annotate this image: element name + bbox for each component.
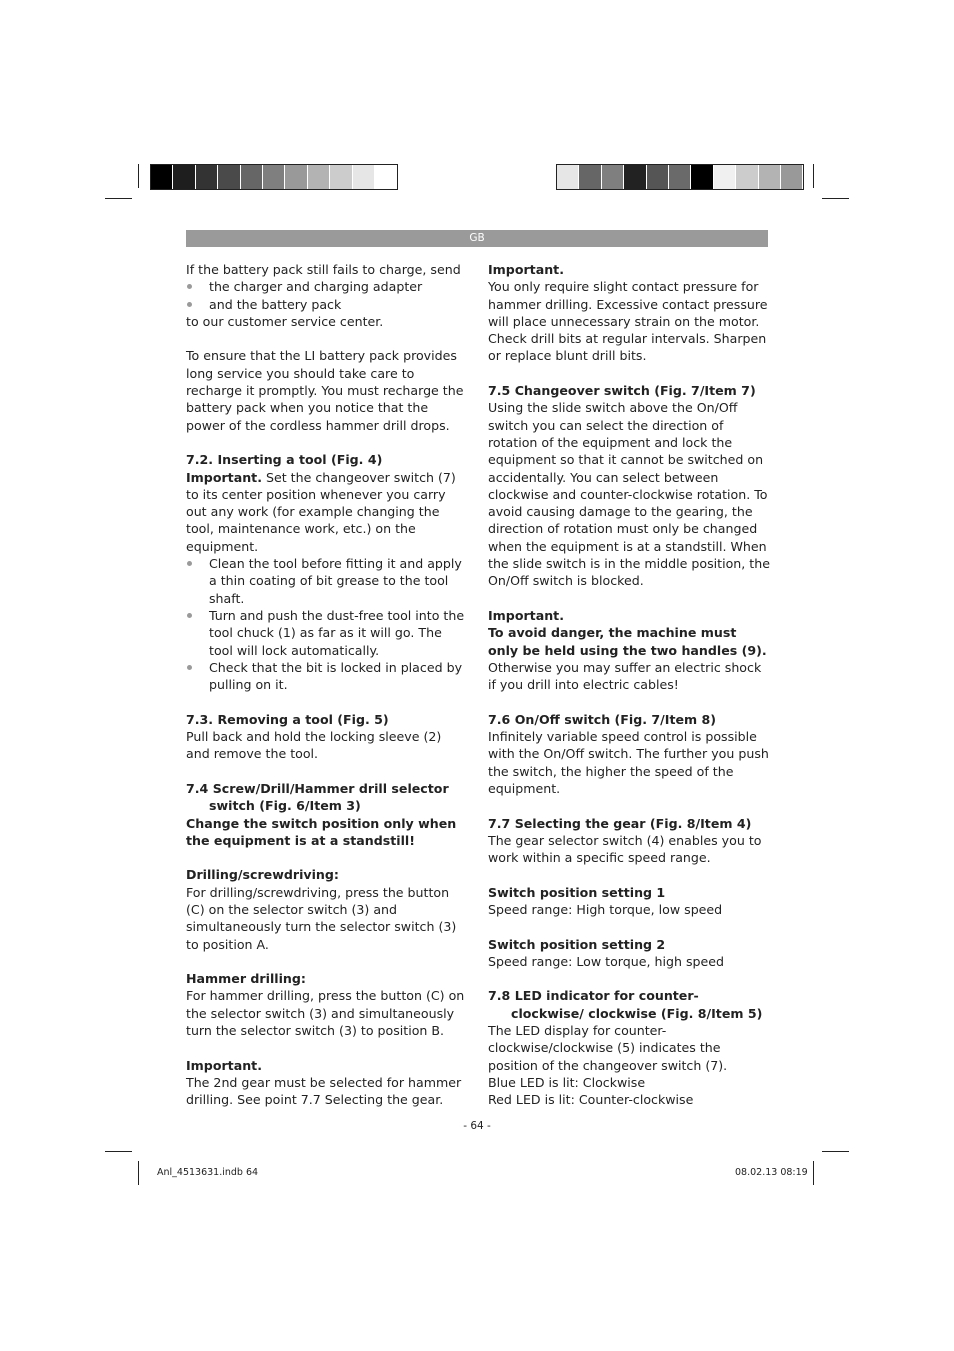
sub-heading: Important. — [186, 1057, 262, 1073]
important-text: Set the changeover switch (7) to its center position whenever you carry out any work (for example changing the tool, maintenance work, etc.) on the equipment. — [186, 469, 456, 554]
sub-heading: Important. — [488, 262, 564, 277]
section-text: Using the slide switch above the On/Off switch you can select the direction of rotation of the equipment and lock the equipment so that it cannot be switched on accidentally. You can select between clockwise and counter-clockwise rotation. To avoid causing damage to the gearing, the direction of rotation must only be changed when the equipment is at a standstill. When the slide switch is in the middle position, the On/Off switch is blocked. — [488, 400, 770, 589]
section-heading: 7.6 On/Off switch (Fig. 7/Item 8) — [488, 711, 717, 727]
color-swatch — [330, 165, 352, 189]
color-swatch — [263, 165, 285, 189]
color-swatch — [624, 165, 646, 189]
language-header: GB — [186, 230, 768, 247]
color-swatch — [173, 165, 195, 189]
section-text: Speed range: Low torque, high speed — [488, 953, 724, 969]
list-item: Check that the bit is locked in placed by pulling on it. — [186, 659, 468, 694]
section-text: You only require slight contact pressure for hammer drilling. Excessive contact pressure will place unnecessary strain on the motor. Check drill bits at regular intervals. Sharpen or replace blunt drill bits. — [488, 279, 768, 364]
section-text: For drilling/screwdriving, press the button (C) on the selector switch (3) and simultaneously turn the selector switch (3) to position A. — [186, 884, 457, 952]
page-number: - 64 - — [463, 1120, 491, 1132]
section-text: Infinitely variable speed control is possible with the On/Off switch. The further you push the switch, the higher the speed of the equipment. — [488, 729, 769, 796]
color-swatch — [714, 165, 736, 189]
footer-file: Anl_4513631.indb 64 — [157, 1167, 259, 1178]
crop-mark — [105, 198, 132, 199]
section-text: The LED display for counter-clockwise/clockwise (5) indicates the position of the changeover switch (7). — [488, 1023, 728, 1073]
color-swatch — [781, 165, 803, 189]
list-item: Turn and push the dust-free tool into the tool chuck (1) as far as it will go. The tool will lock automatically. — [186, 607, 468, 659]
crop-mark — [822, 198, 849, 199]
section-text: For hammer drilling, press the button (C) on the selector switch (3) and simultaneously turn the selector switch (3) to position B. — [186, 988, 465, 1039]
sub-heading: Switch position setting 2 — [488, 936, 666, 952]
color-swatch — [375, 165, 397, 189]
sub-heading: Drilling/screwdriving: — [186, 867, 339, 883]
color-swatch — [241, 165, 263, 189]
color-swatch — [218, 165, 240, 189]
sub-heading: Important. — [488, 607, 564, 623]
section-text: Speed range: High torque, low speed — [488, 901, 723, 917]
color-swatch — [647, 165, 669, 189]
section-heading: 7.7 Selecting the gear (Fig. 8/Item 4) — [488, 815, 752, 831]
color-swatch — [151, 165, 173, 189]
color-swatch — [669, 165, 691, 189]
battery-text: to our customer service center. — [186, 313, 384, 329]
right-column — [488, 261, 770, 1109]
crop-mark — [105, 1151, 132, 1152]
crop-mark — [813, 1161, 814, 1185]
crop-mark — [138, 1161, 139, 1185]
section-heading: 7.3. Removing a tool (Fig. 5) — [186, 711, 389, 727]
crop-mark — [138, 164, 139, 188]
sub-heading: Switch position setting 1 — [488, 884, 666, 900]
section-heading: 7.5 Changeover switch (Fig. 7/Item 7) — [488, 383, 756, 399]
color-swatch — [308, 165, 330, 189]
battery-list — [186, 278, 468, 313]
section-text: Pull back and hold the locking sleeve (2) and remove the tool. — [186, 729, 442, 762]
color-swatch — [691, 165, 713, 189]
color-swatch — [285, 165, 307, 189]
color-swatch — [353, 165, 375, 189]
section-heading: 7.8 LED indicator for counter-clockwise/ clockwise (Fig. 8/Item 5) — [488, 988, 763, 1021]
important-label: Important. — [186, 469, 262, 485]
section-text: The gear selector switch (4) enables you to work within a specific speed range. — [488, 832, 762, 866]
warning-text: To avoid danger, the machine must only be held using the two handles (9). — [488, 625, 767, 658]
left-column — [186, 261, 468, 1109]
warning-text: Change the switch position only when the equipment is at a standstill! — [186, 815, 457, 848]
section-text: Otherwise you may suffer an electric shock if you drill into electric cables! — [488, 659, 762, 693]
color-bar-right — [556, 164, 804, 190]
section-text: Blue LED is lit: Clockwise — [488, 1074, 646, 1090]
list-item: the charger and charging adapter — [186, 278, 468, 295]
color-swatch — [602, 165, 624, 189]
section-text: Red LED is lit: Counter-clockwise — [488, 1092, 694, 1108]
tool-insert-list — [186, 555, 468, 693]
list-item: Clean the tool before fitting it and apply a thin coating of bit grease to the tool shaft. — [186, 555, 468, 607]
color-bar-left — [150, 164, 398, 190]
color-swatch — [759, 165, 781, 189]
battery-text: If the battery pack still fails to charge, send — [186, 262, 461, 277]
important-paragraph — [186, 469, 468, 555]
list-item: and the battery pack — [186, 296, 468, 313]
section-text: The 2nd gear must be selected for hammer drilling. See point 7.7 Selecting the gear. — [186, 1074, 462, 1108]
color-swatch — [736, 165, 758, 189]
footer-datetime: 08.02.13 08:19 — [735, 1167, 808, 1178]
sub-heading: Hammer drilling: — [186, 971, 306, 987]
section-heading: 7.4 Screw/Drill/Hammer drill selector switch (Fig. 6/Item 3) — [186, 780, 449, 814]
crop-mark — [813, 164, 814, 188]
color-swatch — [557, 165, 579, 189]
section-heading: 7.2. Inserting a tool (Fig. 4) — [186, 452, 383, 468]
battery-care-text: To ensure that the LI battery pack provides long service you should take care to recharge it promptly. You must recharge the battery pack when you notice that the power of the cordless hammer drill drops. — [186, 348, 464, 433]
color-swatch — [196, 165, 218, 189]
crop-mark — [822, 1151, 849, 1152]
color-swatch — [579, 165, 601, 189]
